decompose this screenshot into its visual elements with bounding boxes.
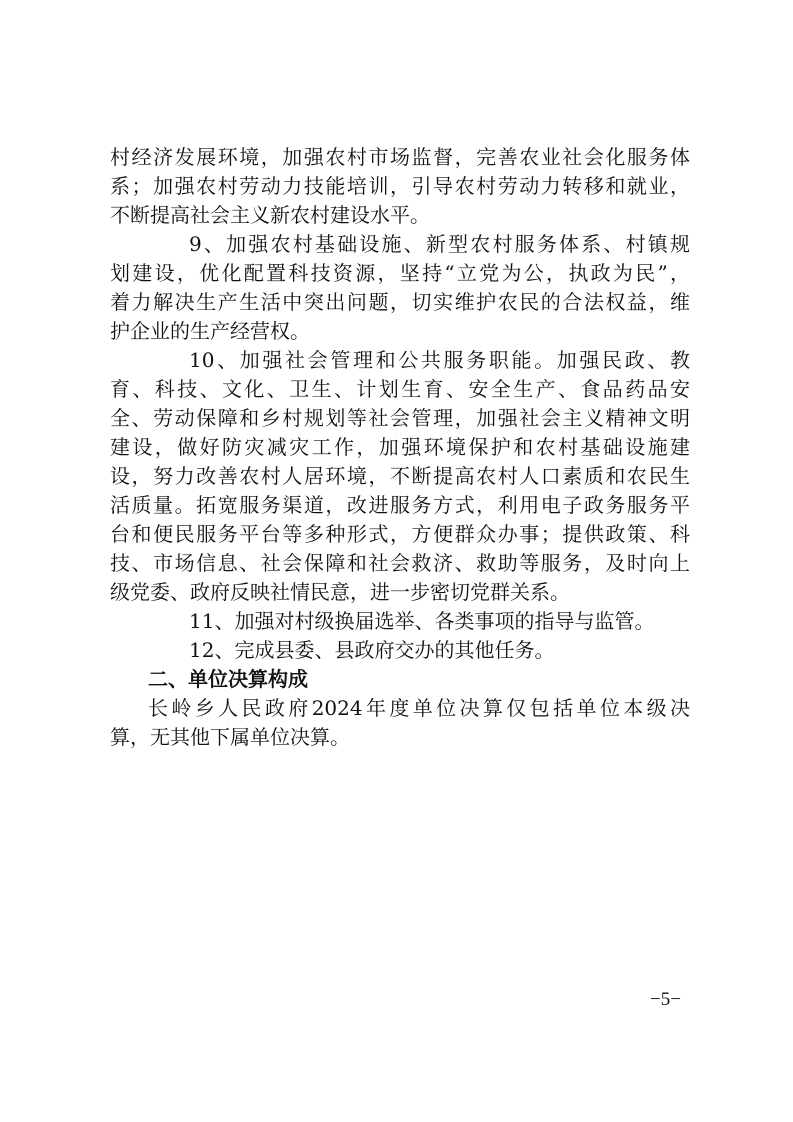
paragraph-line: 技、市场信息、社会保障和社会救济、救助等服务，及时向上	[110, 551, 690, 575]
paragraph-line: 着力解决生产生活中突出问题，切实维护农民的合法权益，维	[110, 290, 690, 314]
paragraph-line: 12、完成县委、县政府交办的其他任务。	[189, 638, 555, 662]
paragraph-line: 全、劳动保障和乡村规划等社会管理，加强社会主义精神文明	[110, 406, 690, 430]
paragraph-line: 11、加强对村级换届选举、各类事项的指导与监管。	[189, 609, 655, 633]
paragraph-line: 村经济发展环境，加强农村市场监督，完善农业社会化服务体	[110, 145, 690, 169]
paragraph-line: 长岭乡人民政府2024年度单位决算仅包括单位本级决	[148, 696, 690, 720]
paragraph-line: 级党委、政府反映社情民意，进一步密切党群关系。	[110, 580, 570, 604]
paragraph-line: 护企业的生产经营权。	[110, 319, 310, 343]
paragraph-line: 育、科技、文化、卫生、计划生育、安全生产、食品药品安	[110, 377, 690, 401]
section-heading: 二、单位决算构成	[148, 667, 308, 691]
paragraph-line: 建设，做好防灾减灾工作，加强环境保护和农村基础设施建	[110, 435, 690, 459]
paragraph-line: 10、加强社会管理和公共服务职能。加强民政、教	[189, 348, 690, 372]
paragraph-line: 算，无其他下属单位决算。	[110, 725, 350, 749]
paragraph-line: 设，努力改善农村人居环境，不断提高农村人口素质和农民生	[110, 464, 690, 488]
paragraph-line: 划建设，优化配置科技资源，坚持“立党为公，执政为民”，	[110, 261, 690, 285]
page-number: −5−	[650, 989, 681, 1010]
paragraph-line: 活质量。拓宽服务渠道，改进服务方式，利用电子政务服务平	[110, 493, 690, 517]
paragraph-line: 9、加强农村基础设施、新型农村服务体系、村镇规	[189, 232, 690, 256]
paragraph-line: 系；加强农村劳动力技能培训，引导农村劳动力转移和就业，	[110, 174, 690, 198]
paragraph-line: 台和便民服务平台等多种形式，方便群众办事；提供政策、科	[110, 522, 690, 546]
paragraph-line: 不断提高社会主义新农村建设水平。	[110, 203, 430, 227]
